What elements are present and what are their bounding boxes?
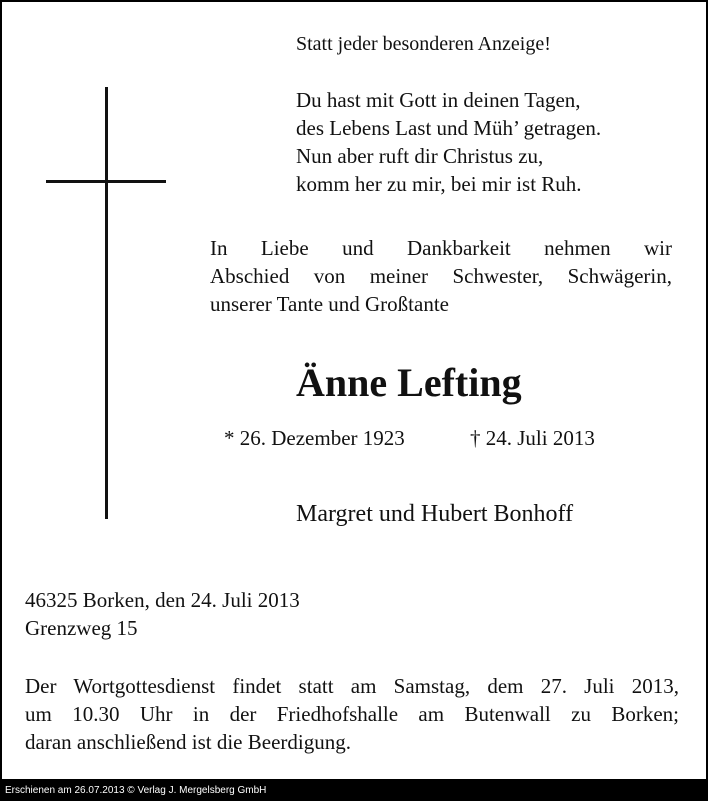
farewell-line-3: unserer Tante und Großtante [210, 292, 449, 316]
publication-footer: Erschienen am 26.07.2013 © Verlag J. Mergelsberg GmbH [0, 781, 708, 801]
farewell-line-2: Abschied von meiner Schwester, Schwägerin, [210, 264, 672, 288]
service-line-2: um 10.30 Uhr in der Friedhofshalle am Butenwall zu Borken; [25, 702, 679, 726]
cross-icon-vertical [105, 87, 108, 519]
poem-line-3: Nun aber ruft dir Christus zu, [296, 144, 544, 168]
poem-line-4: komm her zu mir, bei mir ist Ruh. [296, 172, 582, 196]
birth-date: * 26. Dezember 1923 [224, 426, 405, 450]
death-date: † 24. Juli 2013 [470, 426, 595, 450]
deceased-name: Änne Lefting [296, 360, 522, 405]
poem-line-1: Du hast mit Gott in deinen Tagen, [296, 88, 581, 112]
mourners-names: Margret und Hubert Bonhoff [296, 501, 574, 527]
service-line-3: daran anschließend ist die Beerdigung. [25, 730, 351, 754]
service-line-1: Der Wortgottesdienst findet statt am Samstag, dem 27. Juli 2013, [25, 674, 679, 698]
address: Grenzweg 15 [25, 616, 138, 640]
farewell-line-1: In Liebe und Dankbarkeit nehmen wir [210, 236, 672, 260]
place-date: 46325 Borken, den 24. Juli 2013 [25, 588, 300, 612]
cross-icon-horizontal [46, 180, 166, 183]
intro-text: Statt jeder besonderen Anzeige! [296, 33, 551, 55]
poem-line-2: des Lebens Last und Müh’ getragen. [296, 116, 602, 140]
